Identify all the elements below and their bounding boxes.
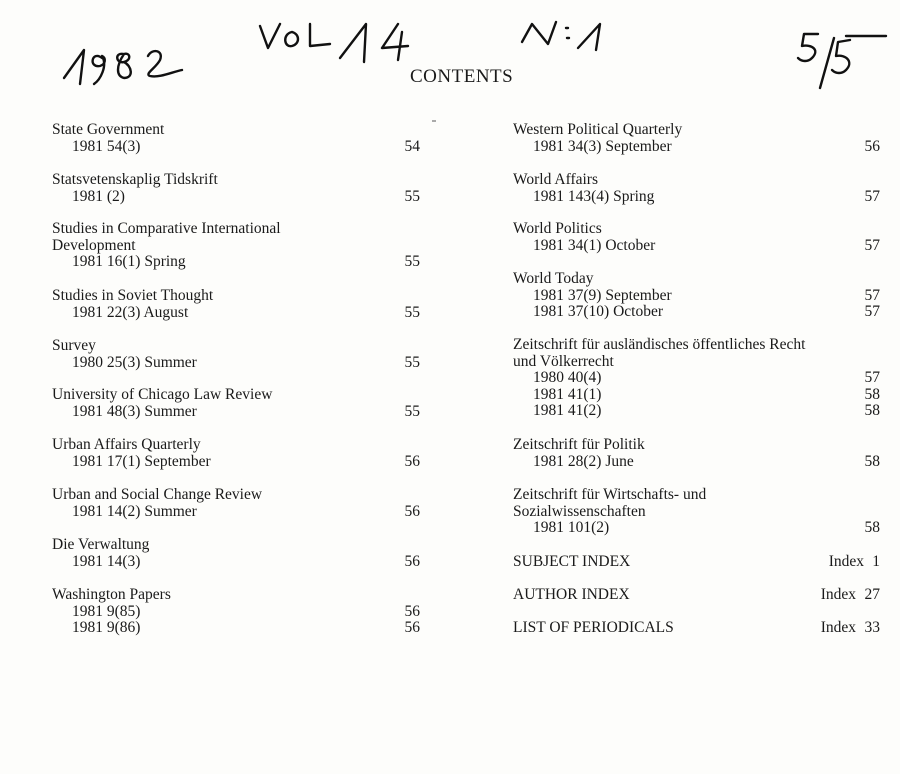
subject-index-row: SUBJECT INDEX Index 1 [513, 553, 880, 570]
entry-western-political-quarterly: Western Political Quarterly 1981 34(3) September 56 [513, 121, 880, 155]
list-of-periodicals-row: LIST OF PERIODICALS Index 33 [513, 619, 880, 636]
handwritten-volume-mark [256, 18, 451, 68]
handwritten-volume [256, 18, 451, 68]
page-number: 56 [404, 452, 420, 470]
handwritten-fraction [790, 26, 890, 96]
handwritten-fraction-mark [790, 26, 890, 96]
entry-world-politics: World Politics 1981 34(1) October 57 [513, 220, 880, 254]
entry-die-verwaltung: Die Verwaltung 1981 14(3) 56 [52, 536, 420, 570]
page-number: 56 [404, 602, 420, 620]
entry-urban-affairs-quarterly: Urban Affairs Quarterly 1981 17(1) September 56 [52, 436, 420, 470]
page-number: 58 [864, 402, 880, 419]
page-number: 56 [404, 552, 420, 570]
page-title: CONTENTS [410, 66, 514, 87]
page-number: 55 [404, 303, 420, 321]
page-number: 57 [864, 187, 880, 205]
page-number: 58 [864, 519, 880, 536]
entry-zeitschrift-wirtschafts-sozialwissenschaften: Zeitschrift für Wirtschafts- und Sozialwissenschaften 1981 101(2) 58 [513, 486, 880, 536]
page-number: 57 [864, 286, 880, 304]
entry-world-affairs: World Affairs 1981 143(4) Spring 57 [513, 171, 880, 205]
page-number: 33 [864, 619, 880, 636]
scan-speck [432, 120, 436, 122]
page-number: 55 [404, 253, 420, 270]
handwritten-number [518, 18, 618, 58]
page-number: 57 [864, 369, 880, 386]
page-number: 54 [404, 137, 420, 155]
entry-studies-soviet-thought: Studies in Soviet Thought 1981 22(3) August 55 [52, 287, 420, 321]
entry-survey: Survey 1980 25(3) Summer 55 [52, 337, 420, 371]
page-number: 55 [404, 353, 420, 371]
page-number: 58 [864, 452, 880, 470]
entry-urban-social-change-review: Urban and Social Change Review 1981 14(2) Summer 56 [52, 486, 420, 520]
entry-studies-comparative-international-development: Studies in Comparative International Development 1981 16(1) Spring 55 [52, 220, 420, 270]
page-number: 56 [404, 619, 420, 636]
entry-university-chicago-law-review: University of Chicago Law Review 1981 48(3) Summer 55 [52, 386, 420, 420]
page-number: 58 [864, 385, 880, 403]
handwritten-number-mark [518, 18, 618, 58]
handwritten-year-mark [60, 40, 195, 88]
handwritten-year [60, 40, 195, 88]
page-number: 57 [864, 236, 880, 254]
entry-zeitschrift-auslandisches-recht: Zeitschrift für ausländisches öffentliches Recht und Völkerrecht 1980 40(4) 57 1981 41(1) 58 1981 41(2) 58 [513, 336, 880, 419]
entry-zeitschrift-fur-politik: Zeitschrift für Politik 1981 28(2) June 58 [513, 436, 880, 470]
page-number: 55 [404, 187, 420, 205]
page-number: 56 [864, 137, 880, 155]
entry-state-government: State Government 1981 54(3) 54 [52, 121, 420, 155]
page-number: 27 [864, 586, 880, 603]
page-number: 56 [404, 502, 420, 520]
page-number: 1 [872, 553, 880, 570]
entry-washington-papers: Washington Papers 1981 9(85) 56 1981 9(86) 56 [52, 586, 420, 636]
entry-world-today: World Today 1981 37(9) September 57 1981 37(10) October 57 [513, 270, 880, 320]
page-number: 57 [864, 303, 880, 320]
entry-statsvetenskaplig-tidskrift: Statsvetenskaplig Tidskrift 1981 (2) 55 [52, 171, 420, 205]
page-number: 55 [404, 402, 420, 420]
author-index-row: AUTHOR INDEX Index 27 [513, 586, 880, 603]
